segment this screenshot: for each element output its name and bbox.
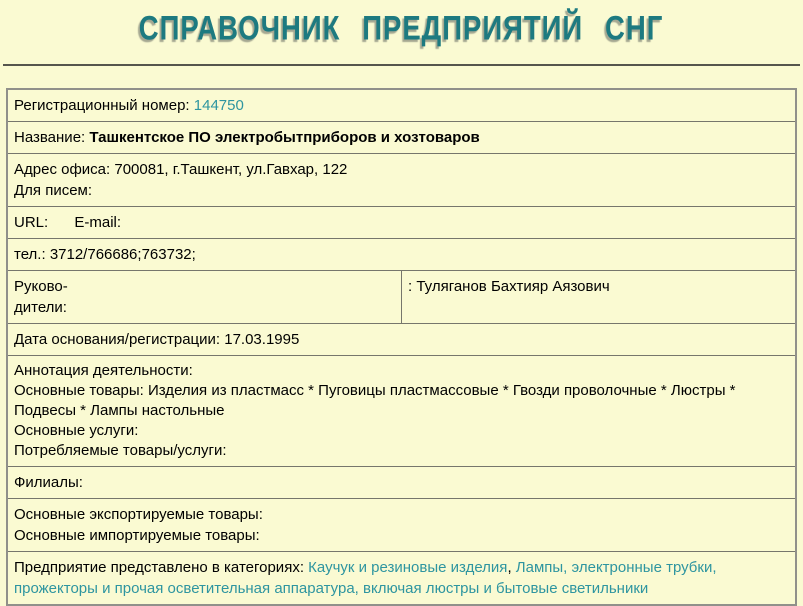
categories-label: Предприятие представлено в категориях:	[14, 559, 304, 576]
page-header	[0, 0, 803, 52]
company-name-value: Ташкентское ПО электробытприборов и хозтоваров	[89, 129, 480, 146]
row-categories	[7, 552, 796, 606]
annotation-goods: Основные товары: Изделия из пластмасс * Пуговицы пластмассовые * Гвозди проволочные * Люстры * Подвесы * Лампы настольные	[14, 382, 736, 419]
row-address	[7, 154, 796, 207]
url-email-cell	[7, 207, 796, 239]
leaders-value: : Туляганов Бахтияр Аязович	[408, 278, 610, 295]
address-cell	[7, 154, 796, 207]
annotation-consumed: Потребляемые товары/услуги:	[14, 442, 227, 459]
url-label: URL:	[14, 214, 49, 231]
branches-cell	[7, 467, 796, 499]
branches-label: Филиалы:	[14, 474, 83, 491]
leaders-label-cell	[7, 271, 402, 324]
categories-separator: ,	[507, 559, 512, 576]
category-link-rubber-products[interactable]: Каучук и резиновые изделия	[308, 559, 508, 576]
row-phone	[7, 239, 796, 271]
registration-cell	[7, 89, 796, 122]
trade-cell	[7, 499, 796, 552]
page-title: СПРАВОЧНИК ПРЕДПРИЯТИЙ СНГ	[139, 10, 664, 48]
leaders-label-line1: Руково-	[14, 278, 68, 295]
row-founded	[7, 324, 796, 356]
leaders-value-cell	[402, 271, 797, 324]
company-name-label: Название:	[14, 129, 86, 146]
leaders-label-line2: дители:	[14, 299, 67, 316]
export-label: Основные экспортируемые товары:	[14, 506, 263, 523]
email-label: E-mail:	[74, 214, 122, 231]
office-address-value: 700081, г.Ташкент, ул.Гавхар, 122	[114, 161, 348, 178]
founded-label: Дата основания/регистрации:	[14, 331, 221, 348]
founded-value: 17.03.1995	[224, 331, 300, 348]
company-name-cell	[7, 122, 796, 154]
annotation-services: Основные услуги:	[14, 422, 139, 439]
row-annotation	[7, 356, 796, 467]
row-url-email	[7, 207, 796, 239]
phone-label: тел.:	[14, 246, 46, 263]
row-company-name	[7, 122, 796, 154]
row-leaders	[7, 271, 796, 324]
phone-value: 3712/766686;763732;	[49, 246, 196, 263]
registration-number: 144750	[193, 97, 244, 114]
phone-cell	[7, 239, 796, 271]
mail-address-line	[14, 180, 789, 201]
row-branches	[7, 467, 796, 499]
annotation-heading: Аннотация деятельности:	[14, 362, 193, 379]
categories-cell	[7, 552, 796, 606]
import-label: Основные импортируемые товары:	[14, 527, 260, 544]
founded-cell	[7, 324, 796, 356]
annotation-cell	[7, 356, 796, 467]
office-address-line	[14, 159, 789, 180]
registration-label: Регистрационный номер:	[14, 97, 190, 114]
mail-address-label: Для писем:	[14, 182, 93, 199]
header-divider	[3, 64, 800, 66]
row-trade	[7, 499, 796, 552]
category-link-lamps-lighting[interactable]: Лампы, электронные трубки, прожекторы и прочая осветительная аппаратура, включая люстры и бытовые светильники	[14, 559, 717, 597]
row-registration	[7, 89, 796, 122]
company-record-table	[6, 88, 797, 606]
office-address-label: Адрес офиса:	[14, 161, 111, 178]
